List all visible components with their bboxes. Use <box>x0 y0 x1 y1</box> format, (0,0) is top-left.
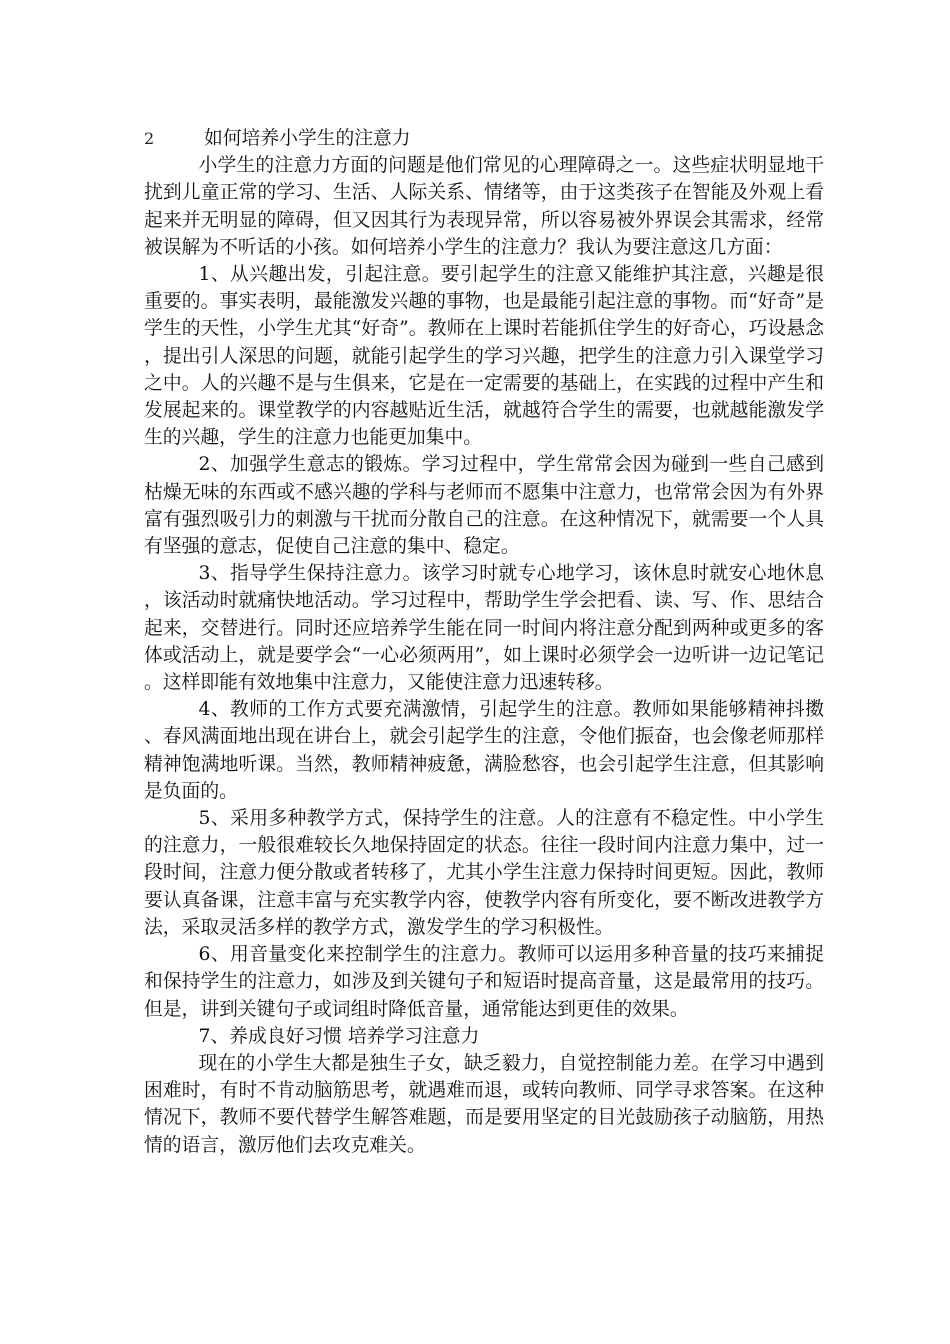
section-heading <box>144 125 824 152</box>
point-3-paragraph: 3、指导学生保持注意力。该学习时就专心地学习，该休息时就安心地休息，该活动时就痛快地活动。学习过程中，帮助学生学会把看、读、写、作、思结合起来，交替进行。同时还应培养学生能在同一时间内将注意分配到两种或更多的客体或活动上，就是要学会“一心必须两用”，如上课时必须学会一边听讲一边记笔记。这样即能有效地集中注意力，又能使注意力迅速转移。 <box>144 563 824 694</box>
point-7-paragraph: 现在的小学生大都是独生子女，缺乏毅力，自觉控制能力差。在学习中遇到困难时，有时不肯动脑筋思考，就遇难而退，或转向教师、同学寻求答案。在这种情况下，教师不要代替学生解答难题，而是要用坚定的目光鼓励孩子动脑筋，用热情的语言，激厉他们去攻克难关。 <box>144 1052 824 1156</box>
section-title: 如何培养小学生的注意力 <box>204 128 411 149</box>
point-1-paragraph: 1、从兴趣出发，引起注意。要引起学生的注意又能维护其注意，兴趣是很重要的。事实表明，最能激发兴趣的事物，也是最能引起注意的事物。而“好奇”是学生的天性，小学生尤其“好奇”。教师在上课时若能抓住学生的好奇心，巧设悬念，提出引人深思的问题，就能引起学生的学习兴趣，把学生的注意力引入课堂学习之中。人的兴趣不是与生俱来，它是在一定需要的基础上，在实践的过程中产生和发展起来的。课堂教学的内容越贴近生活，就越符合学生的需要，也就越能激发学生的兴趣，学生的注意力也能更加集中。 <box>144 264 824 449</box>
point-4-paragraph: 4、教师的工作方式要充满激情，引起学生的注意。教师如果能够精神抖擞、春风满面地出现在讲台上，就会引起学生的注意，令他们振奋，也会像老师那样精神饱满地听课。当然，教师精神疲惫，满脸愁容，也会引起学生注意，但其影响是负面的。 <box>144 699 824 802</box>
document-body <box>144 125 824 1159</box>
section-number: 2 <box>144 129 155 148</box>
point-7-heading: 7、养成良好习惯 培养学习注意力 <box>198 1025 480 1047</box>
point-6-paragraph: 6、用音量变化来控制学生的注意力。教师可以运用多种音量的技巧来捕捉和保持学生的注意力，如涉及到关键句子和短语时提高音量，这是最常用的技巧。但是，讲到关键句子或词组时降低音量，通常能达到更佳的效果。 <box>144 944 824 1020</box>
intro-paragraph: 小学生的注意力方面的问题是他们常见的心理障碍之一。这些症状明显地干扰到儿童正常的学习、生活、人际关系、情绪等，由于这类孩子在智能及外观上看起来并无明显的障碍，但又因其行为表现异常，所以容易被外界误会其需求，经常被误解为不听话的小孩。如何培养小学生的注意力？我认为要注意这几方面： <box>144 155 824 258</box>
point-5-paragraph: 5、采用多种教学方式，保持学生的注意。人的注意有不稳定性。中小学生的注意力，一般很难较长久地保持固定的状态。往往一段时间内注意力集中，过一段时间，注意力便分散或者转移了，尤其小学生注意力保持时间更短。因此，教师要认真备课，注意丰富与充实教学内容，使教学内容有所变化，要不断改进教学方法，采取灵活多样的教学方式，激发学生的学习积极性。 <box>144 808 824 938</box>
point-2-paragraph: 2、加强学生意志的锻炼。学习过程中，学生常常会因为碰到一些自己感到枯燥无味的东西或不感兴趣的学科与老师而不愿集中注意力，也常常会因为有外界富有强烈吸引力的刺激与干扰而分散自己的注意。在这种情况下，就需要一个人具有坚强的意志，促使自己注意的集中、稳定。 <box>144 454 824 558</box>
